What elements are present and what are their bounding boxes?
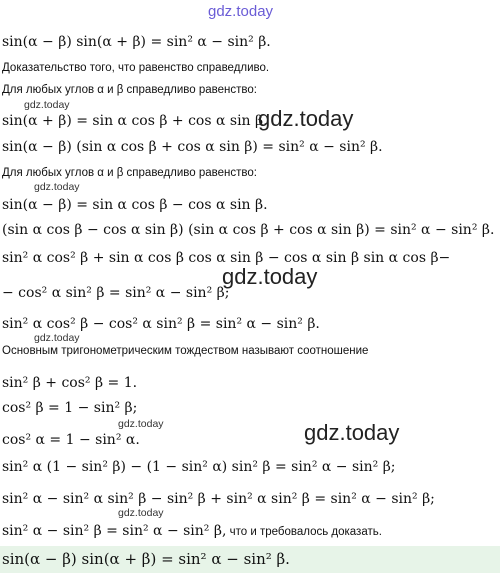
pythagorean-intro-text: Основным тригонометрическим тождеством называют соотношение [2,345,369,357]
expansion-line-2: − cos² α sin² β = sin² α − sin² β; [2,285,230,301]
statement-line: sin(α − β) sin(α + β) = sin² α − sin² β. [2,34,271,50]
watermark-small: gdz.today [24,99,70,111]
conclusion-line [2,523,382,539]
product-line: (sin α cos β − cos α sin β) (sin α cos β + cos α sin β) = sin² α − sin² β. [2,222,495,238]
identity-intro-text-1: Для любых углов α и β справедливо равенство: [2,84,257,96]
pythagorean-identity-line: sin² β + cos² β = 1. [2,375,138,391]
sum-formula-line: sin(α + β) = sin α cos β + cos α sin β. [2,113,268,129]
proof-intro-text: Доказательство того, что равенство справедливо. [2,62,270,74]
cos-beta-line: cos² β = 1 − sin² β; [2,400,138,416]
watermark-small: gdz.today [118,507,164,519]
substitution-line: sin(α − β) (sin α cos β + cos α sin β) = sin² α − sin² β. [2,139,383,155]
watermark-large: gdz.today [258,106,354,131]
substituted-line: sin² α (1 − sin² β) − (1 − sin² α) sin² β = sin² α − sin² β; [2,459,396,475]
conclusion-note: что и требовалось доказать. [226,526,382,538]
difference-formula-line: sin(α − β) = sin α cos β − cos α sin β. [2,197,268,213]
conclusion-equation: sin² α − sin² β = sin² α − sin² β, [2,523,227,539]
final-answer-line: sin(α − β) sin(α + β) = sin² α − sin² β. [2,550,290,568]
cos-alpha-line: cos² α = 1 − sin² α. [2,432,140,448]
expansion-line-1: sin² α cos² β + sin α cos β cos α sin β − cos α sin β sin α cos β− [2,250,451,266]
watermark-small: gdz.today [34,332,80,344]
expanded-line: sin² α − sin² α sin² β − sin² β + sin² α sin² β = sin² α − sin² β; [2,491,435,507]
watermark-large: gdz.today [304,420,400,445]
watermark-small: gdz.today [34,181,80,193]
watermark-large: gdz.today [222,264,318,289]
watermark-small: gdz.today [118,418,164,430]
identity-intro-text-2: Для любых углов α и β справедливо равенство: [2,167,257,179]
watermark-top: gdz.today [208,3,274,20]
simplified-line: sin² α cos² β − cos² α sin² β = sin² α − sin² β. [2,316,320,332]
